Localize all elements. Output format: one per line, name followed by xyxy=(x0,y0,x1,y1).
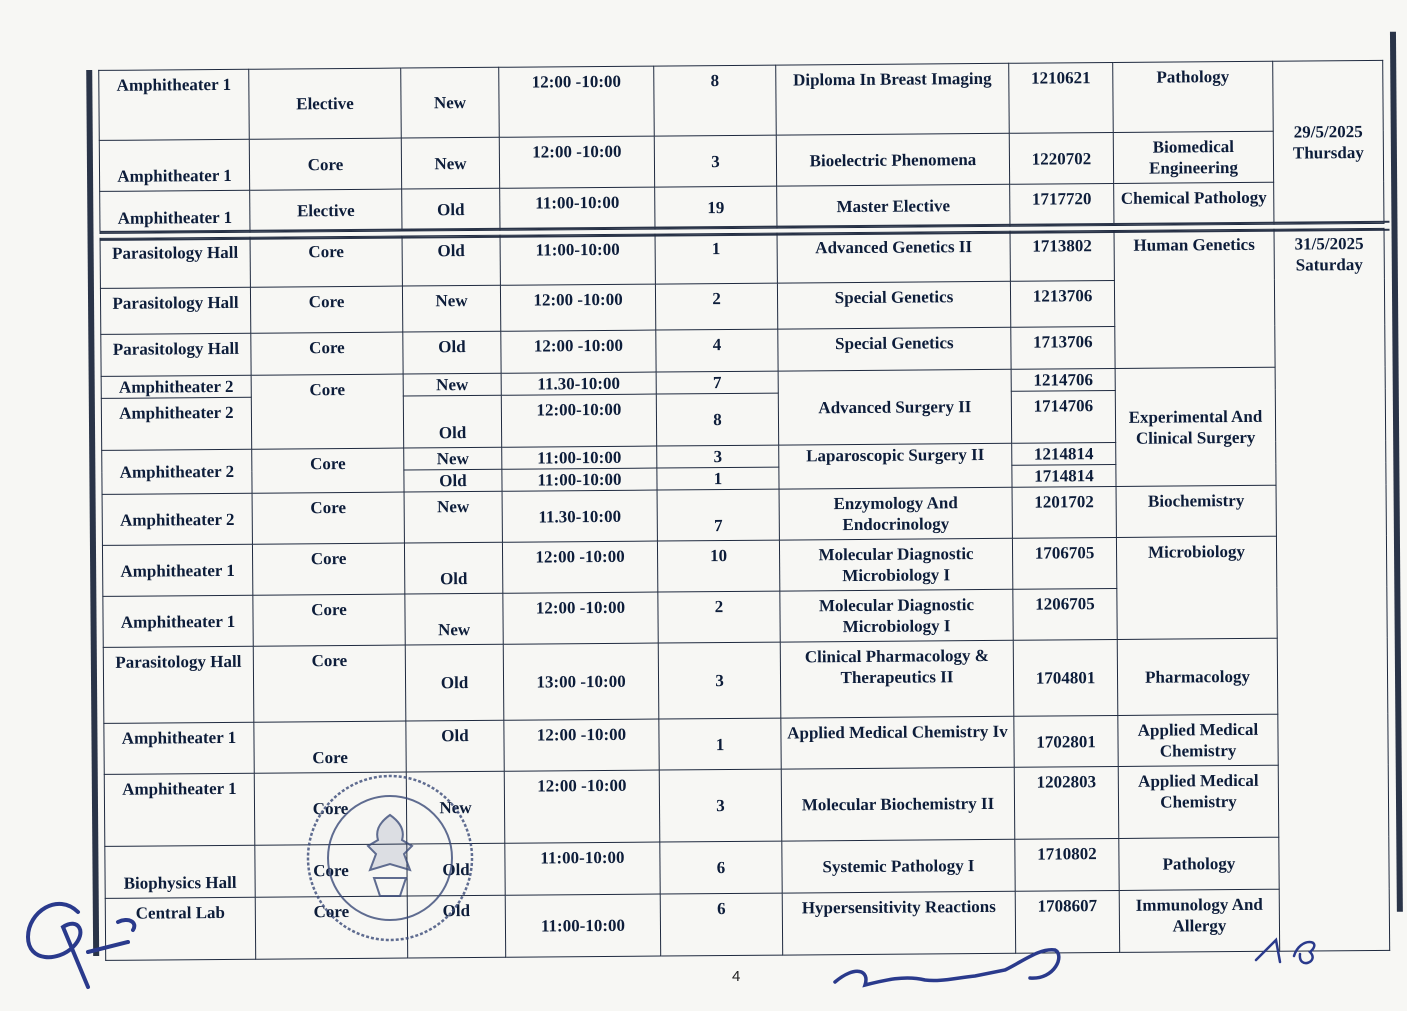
code-cell: 1201702 xyxy=(1012,486,1116,538)
type-cell: Core xyxy=(254,772,407,845)
course-cell: Clinical Pharmacology & Therapeutics II xyxy=(780,640,1014,718)
code-cell: 1717720 xyxy=(1010,183,1114,226)
bylaw-cell: New xyxy=(405,593,503,645)
dept-cell: Immunology And Allergy xyxy=(1119,889,1279,952)
dept-cell: Biochemistry xyxy=(1116,485,1276,537)
signature-center-icon xyxy=(825,940,1075,1000)
count-cell: 2 xyxy=(658,591,780,643)
code-cell: 1202803 xyxy=(1014,766,1119,839)
code-cell: 1713802 xyxy=(1010,230,1114,281)
course-cell: Applied Medical Chemistry Iv xyxy=(781,716,1014,769)
time-cell: 12:00 -10:00 xyxy=(504,719,659,771)
type-cell: Core xyxy=(251,332,403,375)
place-cell: Amphitheater 2 xyxy=(102,493,252,545)
dept-cell: Biomedical Engineering xyxy=(1113,131,1273,183)
count-cell: 10 xyxy=(657,540,779,592)
schedule-page xyxy=(90,32,1397,954)
place-cell: Biophysics Hall xyxy=(105,845,255,898)
code-cell: 1220702 xyxy=(1009,132,1113,184)
type-cell: Elective xyxy=(249,68,402,139)
time-cell: 12:00-10:00 xyxy=(501,394,656,447)
code-cell: 1713706 xyxy=(1011,326,1115,369)
bylaw-cell: New xyxy=(402,285,500,332)
dept-cell: Applied Medical Chemistry xyxy=(1118,765,1279,838)
type-cell: Core xyxy=(252,492,404,544)
course-cell: Bioelectric Phenomena xyxy=(776,133,1009,186)
time-cell: 12:00 -10:00 xyxy=(502,541,657,593)
course-cell: Advanced Surgery II xyxy=(778,369,1012,445)
time-cell: 11:00-10:00 xyxy=(500,187,655,230)
bylaw-cell: Old xyxy=(404,542,502,594)
type-cell: Core xyxy=(254,721,406,773)
time-cell: 13:00 -10:00 xyxy=(503,643,659,720)
bylaw-cell: New xyxy=(404,447,502,470)
type-cell: Core xyxy=(253,594,405,646)
place-cell: Amphitheater 1 xyxy=(99,69,250,140)
type-cell: Core xyxy=(252,448,404,493)
bylaw-cell: Old xyxy=(403,331,501,374)
course-cell: Enzymology And Endocrinology xyxy=(779,487,1012,540)
count-cell: 1 xyxy=(659,718,781,770)
date-cell xyxy=(1274,228,1390,951)
bylaw-cell: Old xyxy=(405,644,504,721)
exam-day: Thursday xyxy=(1292,142,1364,163)
count-cell: 3 xyxy=(658,642,781,719)
dept-cell: Applied Medical Chemistry xyxy=(1118,714,1278,766)
page-number: 4 xyxy=(732,968,741,985)
place-cell: Amphitheater 1 xyxy=(104,773,255,846)
count-cell: 7 xyxy=(656,371,778,394)
code-cell: 1714706 xyxy=(1011,390,1115,443)
bylaw-cell: New xyxy=(406,771,505,844)
signature-right-icon xyxy=(1250,930,1330,970)
count-cell: 6 xyxy=(660,893,782,956)
code-cell: 1704801 xyxy=(1013,639,1118,716)
place-cell: Parasitology Hall xyxy=(103,646,254,723)
date-cell xyxy=(1273,60,1384,224)
course-cell: Special Genetics xyxy=(777,281,1010,329)
time-cell: 12:00 -10:00 xyxy=(500,284,655,331)
code-cell: 1714814 xyxy=(1012,464,1116,487)
place-cell: Parasitology Hall xyxy=(101,333,251,376)
table-row xyxy=(103,637,1388,723)
dept-cell: Experimental And Clinical Surgery xyxy=(1115,367,1276,486)
count-cell: 1 xyxy=(655,233,777,284)
dept-cell: Pharmacology xyxy=(1117,638,1278,715)
dept-cell: Pathology xyxy=(1113,61,1274,132)
official-seal-icon xyxy=(290,760,490,955)
place-cell: Amphitheater 2 xyxy=(101,375,251,398)
type-cell: Core xyxy=(250,236,402,287)
bylaw-cell: Old xyxy=(407,843,505,896)
bylaw-cell: Old xyxy=(402,188,500,231)
type-cell: Core xyxy=(249,138,401,190)
count-cell: 3 xyxy=(657,445,779,468)
count-cell: 8 xyxy=(656,393,778,446)
time-cell: 12:00 -10:00 xyxy=(499,136,654,188)
time-cell: 11:00-10:00 xyxy=(502,468,657,491)
place-cell: Amphitheater 1 xyxy=(102,544,252,596)
type-cell: Core xyxy=(253,645,406,722)
code-cell: 1214706 xyxy=(1011,368,1115,391)
place-cell: Parasitology Hall xyxy=(100,237,250,288)
time-cell: 11:00-10:00 xyxy=(505,842,660,895)
bylaw-cell: New xyxy=(404,491,502,543)
time-cell: 11.30-10:00 xyxy=(502,490,657,542)
time-cell: 11:00-10:00 xyxy=(502,446,657,469)
bylaw-cell: New xyxy=(401,137,499,189)
exam-date: 29/5/2025 xyxy=(1293,122,1363,142)
bylaw-cell: Old xyxy=(406,720,504,772)
place-cell: Amphitheater 1 xyxy=(100,190,250,233)
place-cell: Amphitheater 1 xyxy=(104,722,254,774)
dept-cell: Microbiology xyxy=(1116,536,1277,639)
course-cell: Molecular Biochemistry II xyxy=(781,767,1015,841)
time-cell: 12:00 -10:00 xyxy=(503,592,658,644)
code-cell: 1214814 xyxy=(1012,442,1116,465)
place-cell: Central Lab xyxy=(105,897,255,960)
code-cell: 1710802 xyxy=(1015,838,1119,891)
course-cell: Diploma In Breast Imaging xyxy=(776,63,1010,135)
type-cell: Core xyxy=(255,844,407,897)
time-cell: 11:00-10:00 xyxy=(505,894,660,957)
count-cell: 7 xyxy=(657,489,779,541)
count-cell: 3 xyxy=(659,769,782,842)
dept-cell: Pathology xyxy=(1119,837,1279,890)
code-cell: 1213706 xyxy=(1010,280,1114,327)
code-cell: 1706705 xyxy=(1012,537,1116,589)
exam-date: 31/5/2025 xyxy=(1294,234,1364,254)
type-cell: Core xyxy=(251,374,404,449)
code-cell: 1210621 xyxy=(1009,62,1114,133)
time-cell: 11:00-10:00 xyxy=(500,234,655,285)
course-cell: Systemic Pathology I xyxy=(782,839,1015,893)
course-cell: Special Genetics xyxy=(778,327,1011,371)
bylaw-cell: New xyxy=(401,67,500,138)
time-cell: 11.30-10:00 xyxy=(501,372,656,395)
course-cell: Hypersensitivity Reactions xyxy=(782,891,1015,955)
bylaw-cell: Old xyxy=(402,235,500,286)
course-cell: Advanced Genetics II xyxy=(777,231,1010,283)
bylaw-cell: Old xyxy=(403,395,501,448)
type-cell: Elective xyxy=(250,189,402,232)
time-cell: 12:00 -10:00 xyxy=(501,330,656,373)
place-cell: Amphitheater 1 xyxy=(99,139,249,191)
place-cell: Amphitheater 1 xyxy=(103,595,253,647)
count-cell: 2 xyxy=(655,283,777,330)
table-row xyxy=(102,535,1386,596)
course-cell: Molecular Diagnostic Microbiology I xyxy=(780,589,1013,642)
dept-cell: Chemical Pathology xyxy=(1114,182,1274,225)
count-cell: 8 xyxy=(654,65,777,136)
count-cell: 1 xyxy=(657,467,779,490)
signature-left-icon xyxy=(18,892,148,1002)
time-cell: 12:00 -10:00 xyxy=(499,66,655,137)
count-cell: 3 xyxy=(654,135,776,187)
code-cell: 1708607 xyxy=(1015,890,1119,953)
count-cell: 6 xyxy=(660,841,782,894)
dept-cell: Human Genetics xyxy=(1114,229,1275,368)
bylaw-cell: Old xyxy=(404,469,502,492)
bylaw-cell: Old xyxy=(407,895,505,958)
count-cell: 4 xyxy=(656,329,778,372)
exam-day: Saturday xyxy=(1295,255,1363,275)
course-cell: Laparoscopic Surgery II xyxy=(779,443,1012,489)
type-cell: Core xyxy=(250,286,402,333)
place-cell: Parasitology Hall xyxy=(100,287,250,334)
schedule-table-thursday xyxy=(98,60,1384,234)
time-cell: 12:00 -10:00 xyxy=(504,770,660,843)
place-cell: Amphitheater 2 xyxy=(101,397,251,450)
code-cell: 1702801 xyxy=(1014,715,1118,767)
code-cell: 1206705 xyxy=(1013,588,1117,640)
table-row xyxy=(100,228,1384,288)
type-cell: Core xyxy=(255,896,407,959)
course-cell: Molecular Diagnostic Microbiology I xyxy=(779,538,1012,591)
type-cell: Core xyxy=(252,543,404,595)
count-cell: 19 xyxy=(655,186,777,229)
table-row xyxy=(99,60,1384,140)
place-cell: Amphitheater 2 xyxy=(102,449,252,494)
bylaw-cell: New xyxy=(403,373,501,396)
course-cell: Master Elective xyxy=(777,184,1010,228)
